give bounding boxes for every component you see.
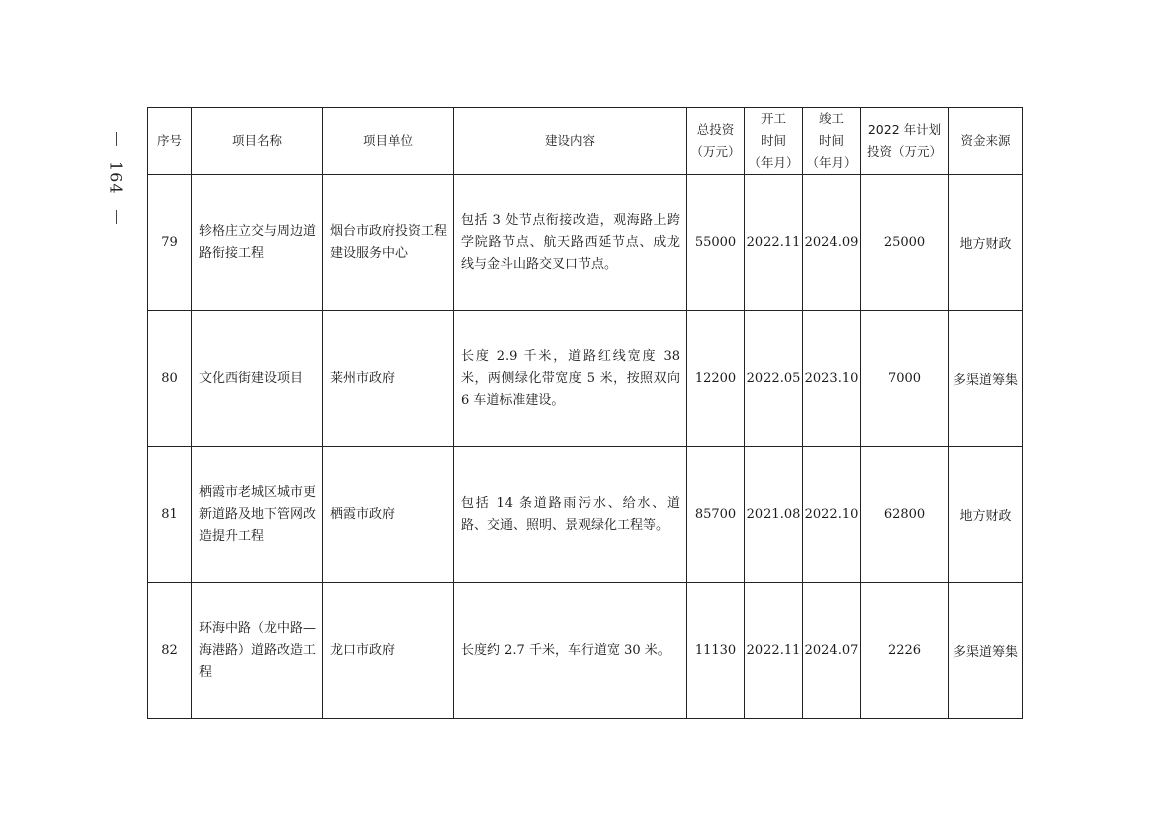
header-start [745, 108, 803, 175]
cell-funding: 多渠道筹集 [949, 583, 1023, 719]
header-start-line1: 开工 [760, 111, 786, 126]
cell-unit: 龙口市政府 [323, 583, 454, 719]
header-end-line1: 竣工 [818, 111, 844, 126]
page-number [98, 132, 134, 224]
cell-total-investment: 85700 [687, 447, 745, 583]
cell-name: 轸格庄立交与周边道路衔接工程 [192, 175, 323, 311]
project-table [147, 107, 1023, 719]
cell-start: 2022.11 [745, 175, 803, 311]
header-start-line2: 时间 [760, 133, 786, 148]
cell-start: 2022.11 [745, 583, 803, 719]
cell-seq: 82 [148, 583, 192, 719]
page-number-text: 164 [106, 161, 126, 195]
header-total-investment-line1: 总投资 [696, 122, 735, 137]
cell-funding: 地方财政 [949, 447, 1023, 583]
cell-unit: 栖霞市政府 [323, 447, 454, 583]
table-row [148, 311, 1023, 447]
table-row [148, 583, 1023, 719]
header-plan-2022 [861, 108, 949, 175]
cell-end: 2022.10 [803, 447, 861, 583]
cell-plan-2022: 25000 [861, 175, 949, 311]
cell-total-investment: 55000 [687, 175, 745, 311]
cell-total-investment: 12200 [687, 311, 745, 447]
table-row [148, 447, 1023, 583]
cell-start: 2021.08 [745, 447, 803, 583]
header-end-line2: 时间 [818, 133, 844, 148]
cell-end: 2023.10 [803, 311, 861, 447]
cell-total-investment: 11130 [687, 583, 745, 719]
cell-content: 长度 2.9 千米，道路红线宽度 38 米，两侧绿化带宽度 5 米，按照双向 6 车道标准建设。 [454, 311, 687, 447]
page-number-dash-top [116, 132, 117, 146]
header-plan-2022-line2: 投资（万元） [866, 144, 942, 159]
cell-plan-2022: 2226 [861, 583, 949, 719]
cell-end: 2024.07 [803, 583, 861, 719]
cell-name: 环海中路（龙中路—海港路）道路改造工程 [192, 583, 323, 719]
cell-start: 2022.05 [745, 311, 803, 447]
header-unit: 项目单位 [323, 108, 454, 175]
header-start-line3: （年月） [748, 155, 799, 170]
cell-name: 文化西街建设项目 [192, 311, 323, 447]
cell-plan-2022: 7000 [861, 311, 949, 447]
cell-name: 栖霞市老城区城市更新道路及地下管网改造提升工程 [192, 447, 323, 583]
header-plan-2022-line1: 2022 年计划 [867, 122, 942, 137]
header-total-investment-line2: （万元） [690, 144, 741, 159]
header-seq: 序号 [148, 108, 192, 175]
cell-seq: 79 [148, 175, 192, 311]
cell-seq: 81 [148, 447, 192, 583]
cell-content: 包括 3 处节点衔接改造，观海路上跨学院路节点、航天路西延节点、成龙线与金斗山路交叉口节点。 [454, 175, 687, 311]
header-content: 建设内容 [454, 108, 687, 175]
page-number-dash-bottom [116, 210, 117, 224]
table-header-row [148, 108, 1023, 175]
cell-funding: 多渠道筹集 [949, 311, 1023, 447]
header-end-line3: （年月） [806, 155, 857, 170]
cell-funding: 地方财政 [949, 175, 1023, 311]
table-row [148, 175, 1023, 311]
header-total-investment [687, 108, 745, 175]
cell-end: 2024.09 [803, 175, 861, 311]
header-name: 项目名称 [192, 108, 323, 175]
cell-unit: 莱州市政府 [323, 311, 454, 447]
cell-plan-2022: 62800 [861, 447, 949, 583]
header-funding: 资金来源 [949, 108, 1023, 175]
cell-content: 长度约 2.7 千米，车行道宽 30 米。 [454, 583, 687, 719]
cell-seq: 80 [148, 311, 192, 447]
cell-unit: 烟台市政府投资工程建设服务中心 [323, 175, 454, 311]
header-end [803, 108, 861, 175]
cell-content: 包括 14 条道路雨污水、给水、道路、交通、照明、景观绿化工程等。 [454, 447, 687, 583]
